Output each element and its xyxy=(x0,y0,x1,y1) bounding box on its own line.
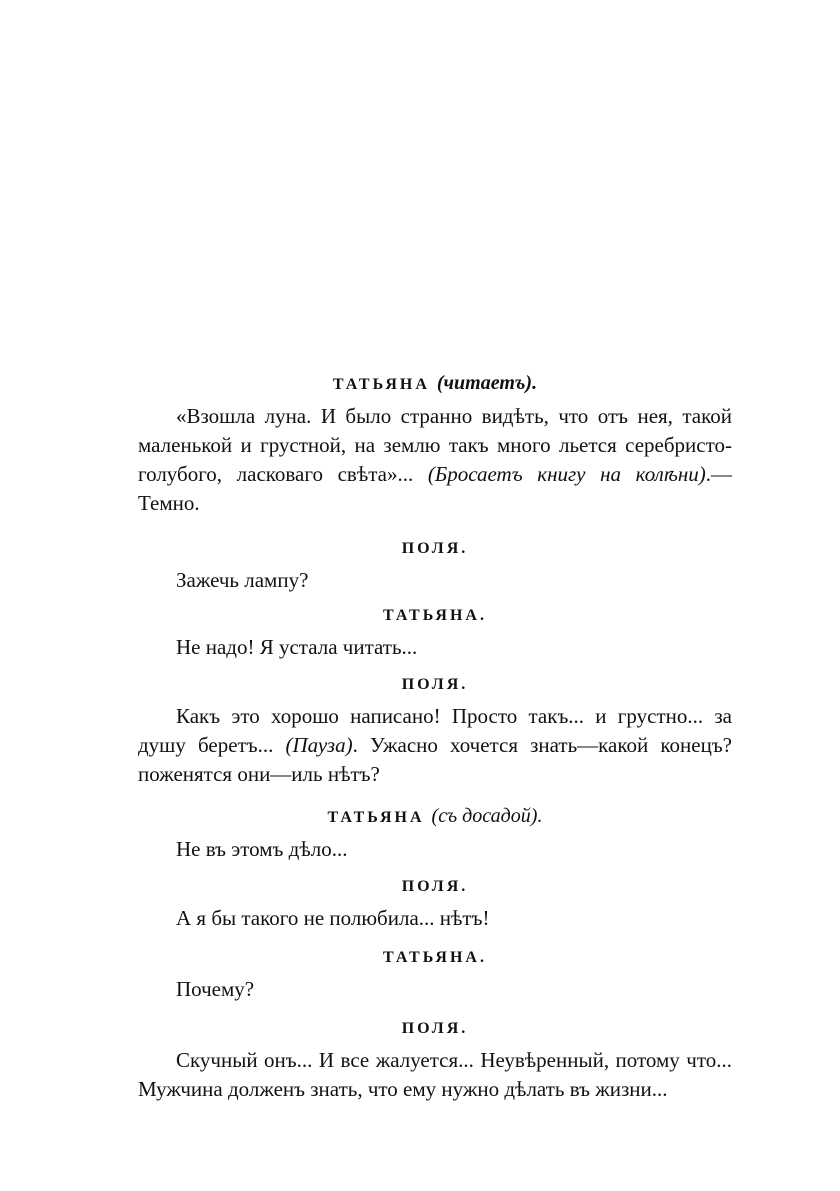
stage-direction: (Бросаетъ книгу на колѣни) xyxy=(427,462,706,486)
dialogue-line xyxy=(138,402,732,518)
dialogue-line: Не въ этомъ дѣло... xyxy=(176,837,348,861)
speaker-name: ПОЛЯ. xyxy=(401,1020,469,1037)
dialogue-line: Зажечь лампу? xyxy=(176,568,309,592)
speaker-heading xyxy=(138,876,732,898)
speaker-name: ПОЛЯ. xyxy=(401,878,469,895)
stage-direction: (Пауза) xyxy=(285,733,353,757)
speaker-name: ПОЛЯ. xyxy=(401,676,469,693)
dialogue-text: «Взошла луна. И было странно видѣть, что отъ нея, такой маленькой и грустной, на землю такъ много льется серебристо-голубого, ласковаго свѣта»... xyxy=(138,404,732,486)
dialogue-line: А я бы такого не полюбила... нѣтъ! xyxy=(176,906,490,930)
dialogue-line xyxy=(138,702,732,789)
speaker-heading xyxy=(138,947,732,969)
stage-direction: (читаетъ). xyxy=(436,372,538,394)
dialogue-text: Какъ это хорошо написано! Просто такъ... и грустно... за душу беретъ... xyxy=(138,704,732,757)
dialogue-line: Не надо! Я устала читать... xyxy=(176,635,418,659)
dialogue-text: .—Темно. xyxy=(138,462,732,515)
speaker-name: ПОЛЯ. xyxy=(401,540,469,557)
play-text xyxy=(138,372,732,1104)
speaker-heading xyxy=(138,1018,732,1040)
speaker-name: ТАТЬЯНА xyxy=(327,809,425,826)
speaker-name: ТАТЬЯНА. xyxy=(383,607,487,624)
dialogue-line: Скучный онъ... И все жалуется... Неувѣренный, потому что... Мужчина долженъ знать, что ему нужно дѣлать въ жизни... xyxy=(138,1048,732,1101)
speaker-name: ТАТЬЯНА xyxy=(332,376,430,393)
speaker-name: ТАТЬЯНА. xyxy=(383,949,487,966)
speaker-heading xyxy=(138,372,732,396)
speaker-heading xyxy=(138,538,732,560)
speaker-heading xyxy=(138,605,732,627)
stage-direction: (съ досадой). xyxy=(431,805,543,827)
dialogue-line: Почему? xyxy=(176,977,255,1001)
dialogue-text: . Ужасно хочется знать—какой конецъ? поженятся они—иль нѣтъ? xyxy=(138,733,732,786)
speaker-heading xyxy=(138,674,732,696)
speaker-heading xyxy=(138,805,732,829)
